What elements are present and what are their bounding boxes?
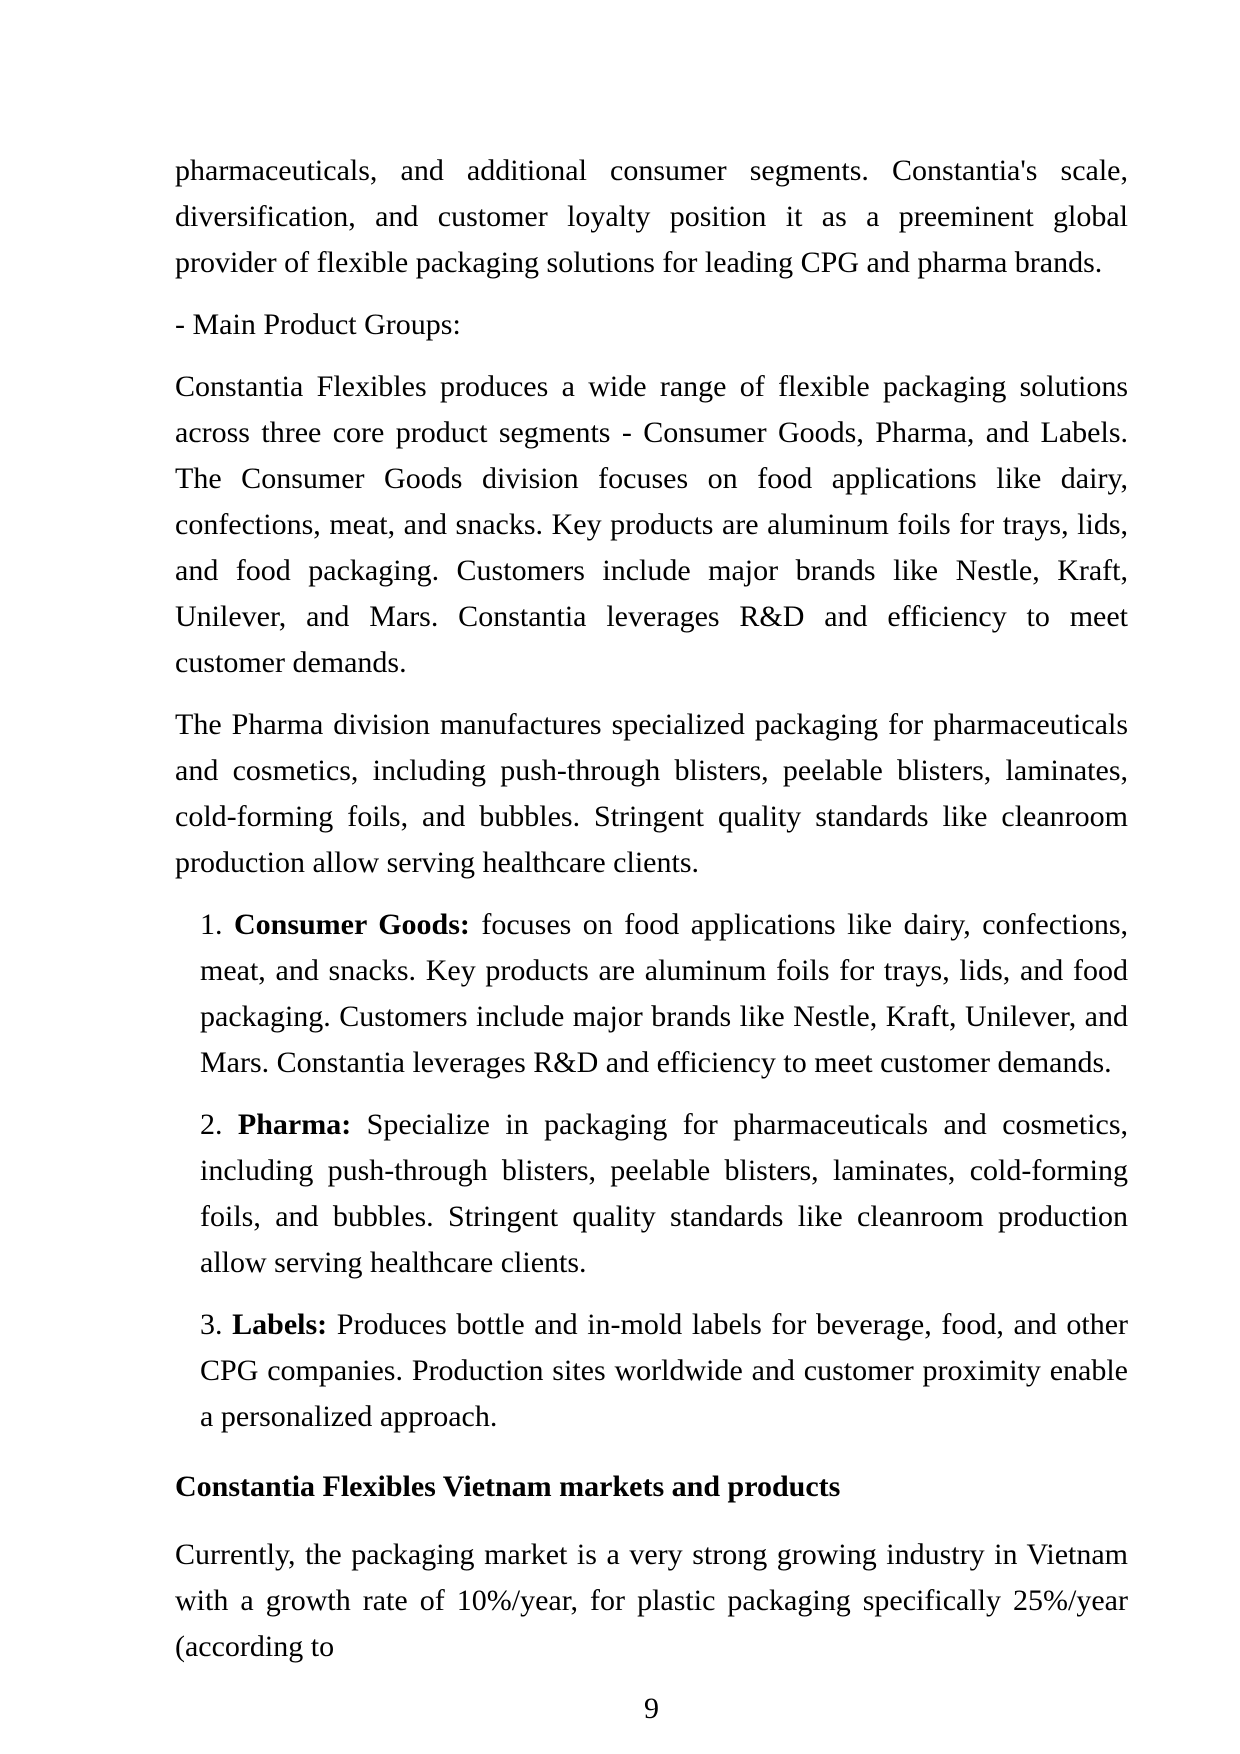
main-product-groups-label: - Main Product Groups: xyxy=(175,308,461,341)
list-item-text: Produces bottle and in-mold labels for beverage, food, and other CPG companies. Production sites worldwide and customer proximity enable a personalized approach. xyxy=(200,1308,1129,1433)
page-number: 9 xyxy=(644,1692,659,1725)
list-item-number: 2. xyxy=(200,1108,223,1141)
paragraph-intro: pharmaceuticals, and additional consumer segments. Constantia's scale, diversification, and customer loyalty position it as a preeminent global provider of flexible packaging solutions for leading CPG and pharma brands. xyxy=(175,154,1128,279)
list-item-title: Pharma: xyxy=(237,1108,352,1141)
paragraph-vietnam-market: Currently, the packaging market is a very strong growing industry in Vietnam with a growth rate of 10%/year, for plastic packaging specifically 25%/year (according to xyxy=(175,1538,1128,1663)
paragraph-pharma-division: The Pharma division manufactures specialized packaging for pharmaceuticals and cosmetics, including push-through blisters, peelable blisters, laminates, cold-forming foils, and bubbles. Stringent quality standards like cleanroom production allow serving healthcare clients. xyxy=(175,708,1128,879)
section-heading-vietnam-markets: Constantia Flexibles Vietnam markets and products xyxy=(175,1470,841,1503)
paragraph-product-overview: Constantia Flexibles produces a wide range of flexible packaging solutions across three core product segments - Consumer Goods, Pharma, and Labels. The Consumer Goods division focuses on food applications like dairy, confections, meat, and snacks. Key products are aluminum foils for trays, lids, and food packaging. Customers include major brands like Nestle, Kraft, Unilever, and Mars. Constantia leverages R&D and efficiency to meet customer demands. xyxy=(175,370,1128,679)
list-item-number: 3. xyxy=(200,1308,223,1341)
list-item-title: Labels: xyxy=(232,1308,328,1341)
list-item-number: 1. xyxy=(200,908,223,941)
list-item-labels xyxy=(200,1302,1128,1440)
product-list xyxy=(175,902,1128,1440)
list-item-text: focuses on food applications like dairy, confections, meat, and snacks. Key products are aluminum foils for trays, lids, and food packaging. Customers include major brands like Nestle, Kraft, Unilever, and Mars. Constantia leverages R&D and efficiency to meet customer demands. xyxy=(200,908,1129,1079)
list-item-title: Consumer Goods: xyxy=(233,908,470,941)
list-item-consumer-goods xyxy=(200,902,1128,1086)
list-item-pharma xyxy=(200,1102,1128,1286)
list-item-text: Specialize in packaging for pharmaceuticals and cosmetics, including push-through blisters, peelable blisters, laminates, cold-forming foils, and bubbles. Stringent quality standards like cleanroom production allow serving healthcare clients. xyxy=(200,1108,1129,1279)
